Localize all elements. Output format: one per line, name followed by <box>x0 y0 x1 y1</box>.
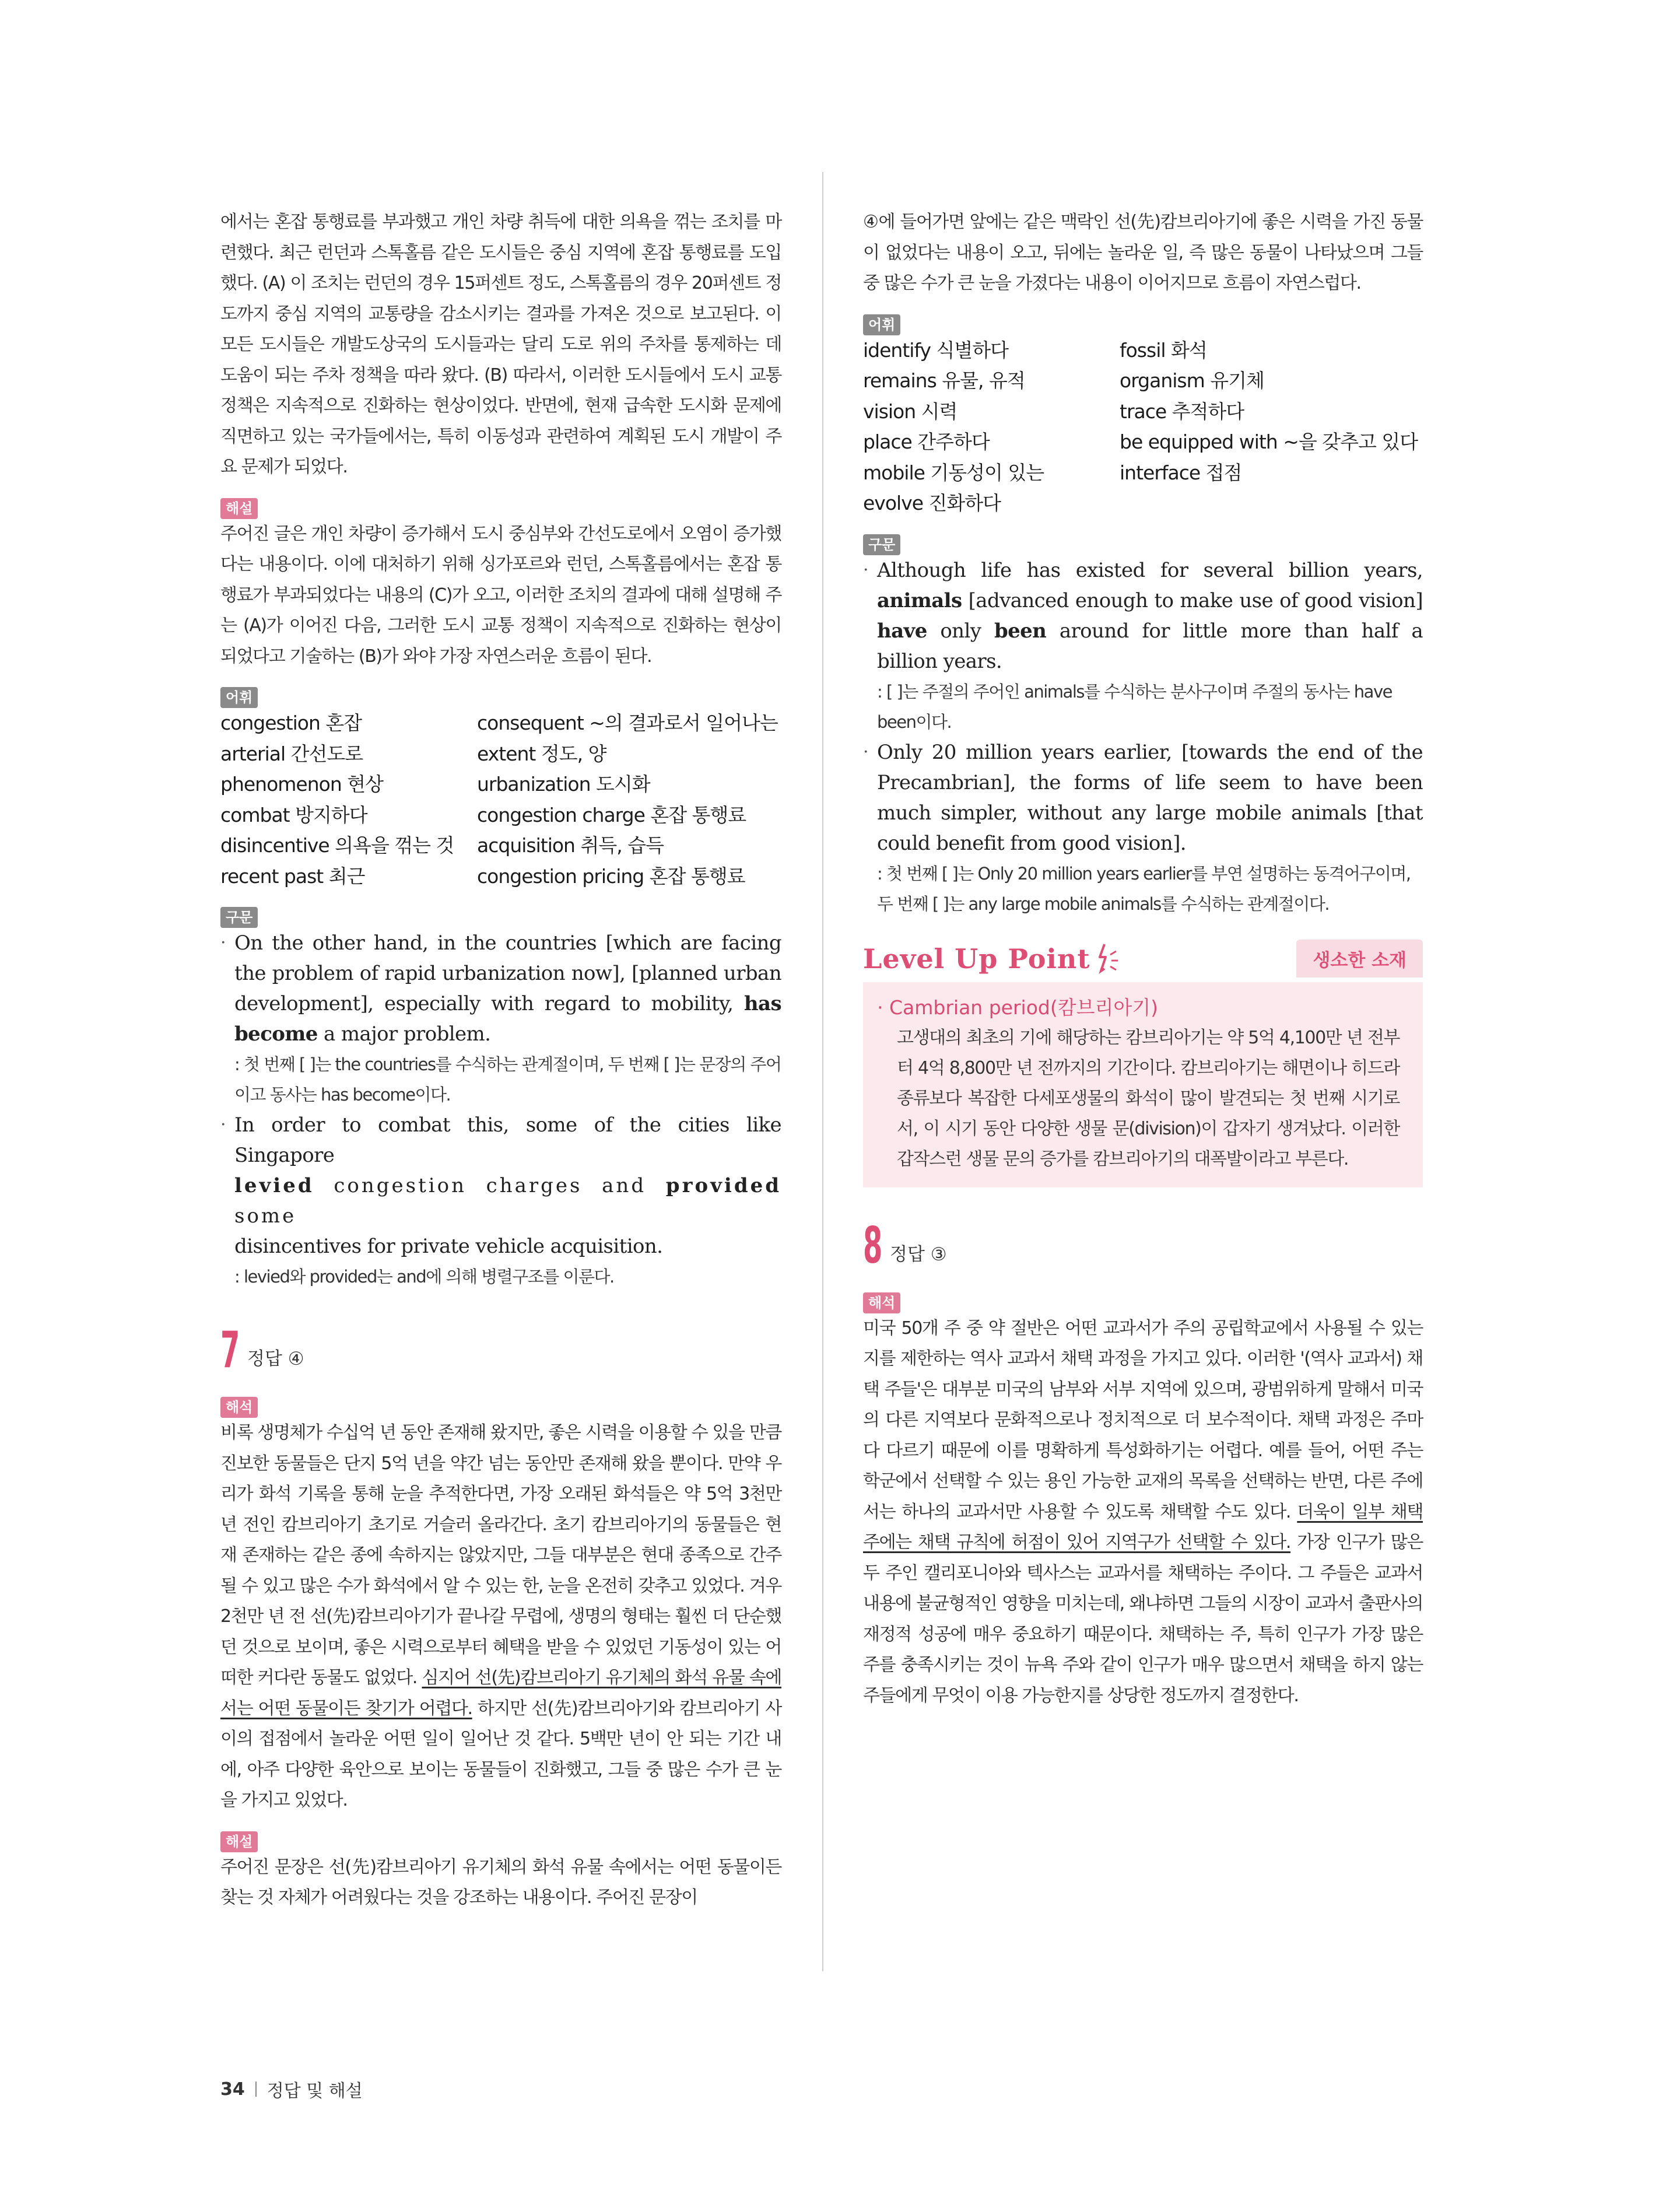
structure-item <box>220 928 781 1110</box>
vocab-item: fossil 화석 <box>1120 338 1207 362</box>
sentence-part: only <box>940 619 981 643</box>
haeseol-label: 해설 <box>220 498 258 519</box>
vocab-item: vision 시력 <box>863 400 958 423</box>
footer-title: 정답 및 해설 <box>266 2081 363 2101</box>
level-up-box <box>863 982 1423 1187</box>
bold-subject: animals <box>877 588 962 612</box>
vocab-item: phenomenon 현상 <box>220 773 383 796</box>
level-up-tag: 생소한 소재 <box>1296 940 1423 977</box>
text-part: 하지만 선(先)캄브리아기와 캄브리아기 사이의 접점에서 놀라운 어떤 일이 일어난 것 같다. 5백만 년이 안 되는 기간 내에, 아주 다양한 육안으로 보이는 동물들이 진화했고, 그들 중 많은 수가 큰 눈을 가지고 있었다. <box>220 1698 781 1810</box>
level-up-point <box>863 935 1423 1187</box>
question-number: 7 <box>220 1321 240 1379</box>
vocab-item: remains 유물, 유적 <box>863 369 1025 392</box>
text-part: 가장 인구가 많은 두 주인 캘리포니아와 텍사스는 교과서를 채택하는 주이다. 그 주들은 교과서 내용에 불균형적인 영향을 미치는데, 왜냐하면 그들의 시장이 교과서 출판사의 재정적 성공에 매우 중요하기 때문이다. 채택하는 주, 특히 인구가 가장 많은 주를 충족시키는 것이 뉴욕 주와 같이 인구가 매우 많으면서 채택을 하지 않는 주들에게 무엇이 이용 가능한지를 상당한 정도까지 결정한다. <box>863 1532 1423 1706</box>
vocab-item <box>1120 488 1423 519</box>
question-number: 8 <box>863 1216 883 1275</box>
structure-sentence <box>234 1110 781 1262</box>
bold-verb: have <box>877 619 927 643</box>
level-up-header <box>863 935 1423 982</box>
sentence-part: In order to combat this, some of the cities like Singapore <box>234 1113 781 1167</box>
vocab-item: consequent ~의 결과로서 일어나는 <box>477 712 778 734</box>
sentence-part: On the other hand, in the countries [which are facing the problem of rapid urbanization now], [planned urban development], especially with regard to mobility, <box>234 931 781 1015</box>
gumun-label: 구문 <box>220 907 258 928</box>
structure-item <box>863 555 1423 737</box>
bullet-dot: · <box>863 559 869 580</box>
bullet-dot: · <box>863 741 869 762</box>
level-up-body: 고생대의 최초의 기에 해당하는 캄브리아기는 약 5억 4,100만 년 전부터 4억 8,800만 년 전까지의 기간이다. 캄브리아기는 해면이나 히드라 종류보다 복잡한 다세포생물의 화석이 많이 발견되는 첫 번째 시기로서, 이 시기 동안 다양한 생물 문(division)이 갑자기 생겨났다. 이러한 갑작스런 생물 문의 증가를 캄브리아기의 대폭발이라고 부른다. <box>897 1027 1400 1169</box>
text-part: 비록 생명체가 수십억 년 동안 존재해 왔지만, 좋은 시력을 이용할 수 있을 만큼 진보한 동물들은 단지 5억 년을 약간 넘는 동안만 존재해 왔을 뿐이다. 만약 우리가 화석 기록을 통해 눈을 추적한다면, 가장 오래된 화석들은 약 5억 3천만 년 전인 캄브리아기 초기로 거슬러 올라간다. 초기 캄브리아기의 동물들은 현재 존재하는 같은 종에 속하지는 않았지만, 그들 대부분은 현대 종족으로 간주될 수 있고 많은 수가 화석에서 알 수 있는 한, 눈을 온전히 갖추고 있었다. 겨우 2천만 년 전 선(先)캄브리아기가 끝나갈 무렵에, 생명의 형태는 훨씬 더 단순했던 것으로 보이며, 좋은 시력으로부터 혜택을 받을 수 있었던 기동성이 있는 어떠한 커다란 동물도 없었다. <box>220 1422 781 1688</box>
vocab-item: evolve 진화하다 <box>863 492 1001 514</box>
bold-verb: levied <box>234 1174 314 1197</box>
vocab-item: recent past 최근 <box>220 864 365 888</box>
haeseok-label: 해석 <box>220 1397 258 1418</box>
vocab-item: urbanization 도시화 <box>477 773 650 796</box>
translation-text <box>220 1418 781 1816</box>
vocab-item: organism 유기체 <box>1120 369 1264 392</box>
structure-sentence <box>234 928 781 1049</box>
structure-note: : levied와 provided는 and에 의해 병렬구조를 이룬다. <box>234 1267 614 1287</box>
explanation-continued: ④에 들어가면 앞에는 같은 맥락인 선(先)캄브리아기에 좋은 시력을 가진 동물이 없었다는 내용이 오고, 뒤에는 놀라운 일, 즉 많은 동물이 나타났으며 그들 중 많은 수가 큰 눈을 가졌다는 내용이 이어지므로 흐름이 자연스럽다. <box>863 212 1423 293</box>
bullet-dot: · <box>220 933 226 953</box>
bold-verb: been <box>994 619 1047 643</box>
page-number: 34 <box>220 2079 245 2100</box>
sentence-part: around for little more than half a billion years. <box>877 619 1423 673</box>
sentence-part: Although life has existed for several billion years, <box>877 558 1423 582</box>
bold-verb: provided <box>665 1174 782 1197</box>
vocab-item: identify 식별하다 <box>863 338 1009 362</box>
level-up-title-wrap <box>863 942 1120 976</box>
column-divider <box>822 172 823 1971</box>
underlined-sentence: 심지어 선(先)캄브리아기 유기체의 화석 유물 속에서는 어떤 동물이든 찾기가 어렵다. <box>220 1667 781 1719</box>
vocab-item: interface 접점 <box>1120 461 1242 484</box>
vocab-item: congestion pricing 혼잡 통행료 <box>477 864 745 888</box>
haeseok-label: 해석 <box>863 1292 900 1313</box>
vocab-item: arterial 간선도로 <box>220 742 363 765</box>
sentence-part: some <box>234 1204 297 1228</box>
structure-sentence <box>877 555 1423 677</box>
vocab-item: extent 정도, 양 <box>477 742 606 765</box>
sentence-part: congestion charges and <box>334 1174 647 1197</box>
explanation-text: 주어진 문장은 선(先)캄브리아기 유기체의 화석 유물 속에서는 어떤 동물이든 찾는 것 자체가 어려웠다는 것을 강조하는 내용이다. 주어진 문장이 <box>220 1856 781 1908</box>
structure-note: : 첫 번째 [ ]는 the countries를 수식하는 관계절이며, 두 번째 [ ]는 문장의 주어이고 동사는 has become이다. <box>234 1054 781 1105</box>
answer-label: 정답 ③ <box>890 1243 947 1265</box>
bullet-dot: · <box>220 1115 226 1135</box>
vocab-label: 어휘 <box>220 687 258 708</box>
translation-continued: 에서는 혼잡 통행료를 부과했고 개인 차량 취득에 대한 의욕을 꺾는 조치를 마련했다. 최근 런던과 스톡홀름 같은 도시들은 중심 지역에 혼잡 통행료를 도입했다. (A) 이 조치는 런던의 경우 15퍼센트 정도, 스톡홀름의 경우 20퍼센트 정도까지 중심 지역의 교통량을 감소시키는 결과를 가져온 것으로 보고된다. 이 모든 도시들은 개발도상국의 도시들과는 달리 도로 위의 주차를 통제하는 데 도움이 되는 주차 정책을 따라 왔다. (B) 따라서, 이러한 도시들에서 도시 교통 정책은 지속적으로 진화하는 현상이었다. 반면에, 현재 급속한 도시화 문제에 직면하고 있는 국가들에서는, 특히 이동성과 관련하여 계획된 도시 개발이 주요 문제가 되었다. <box>220 212 781 477</box>
vocab-item: congestion 혼잡 <box>220 712 362 734</box>
translation-text <box>863 1313 1423 1712</box>
vocab-item: disincentive 의욕을 꺾는 것 <box>220 834 454 857</box>
structure-note: : [ ]는 주절의 주어인 animals를 수식하는 분사구이며 주절의 동사는 have been이다. <box>877 681 1392 732</box>
haeseol-label: 해설 <box>220 1831 258 1852</box>
footer-separator <box>255 2082 257 2097</box>
vocab-item: place 간주하다 <box>863 430 990 453</box>
left-column <box>220 207 781 1914</box>
vocab-item: trace 추적하다 <box>1120 400 1244 423</box>
vocab-item: acquisition 취득, 습득 <box>477 834 664 857</box>
structure-item <box>863 737 1423 919</box>
underlined-sentence: 더욱이 일부 채택 주에는 채택 규칙에 허점이 있어 지역구가 선택할 수 있다. <box>863 1501 1423 1553</box>
sentence-part: a major problem. <box>324 1022 491 1046</box>
question-8-header <box>863 1216 1423 1275</box>
structure-sentence: Only 20 million years earlier, [towards the end of the Precambrian], the forms of life seem to have been much simpler, without any large mobile animals [that could benefit from good vision]. <box>877 740 1423 855</box>
vocab-item: combat 방지하다 <box>220 803 367 826</box>
answer-label: 정답 ④ <box>247 1348 304 1369</box>
text-part: 미국 50개 주 중 약 절반은 어떤 교과서가 주의 공립학교에서 사용될 수 있는지를 제한하는 역사 교과서 채택 과정을 가지고 있다. 이러한 '(역사 교과서) 채택 주들'은 대부분 미국의 남부와 서부 지역에 있으며, 광범위하게 말해서 미국의 다른 지역보다 문화적으로나 정치적으로 더 보수적이다. 채택 과정은 주마다 다르기 때문에 이를 명확하게 특성화하기는 어렵다. 예를 들어, 어떤 주는 학군에서 선택할 수 있는 용인 가능한 교재의 목록을 선택하는 반면, 다른 주에서는 하나의 교과서만 사용할 수 있도록 채택할 수도 있다. <box>863 1318 1423 1522</box>
sentence-part: [advanced enough to make use of good vision] <box>968 588 1423 612</box>
question-7-header <box>220 1321 781 1379</box>
vocab-label: 어휘 <box>863 314 900 335</box>
vocab-item: mobile 기동성이 있는 <box>863 461 1044 484</box>
right-column <box>863 207 1423 1711</box>
explanation-text: 주어진 글은 개인 차량이 증가해서 도시 중심부와 간선도로에서 오염이 증가했다는 내용이다. 이에 대처하기 위해 싱가포르와 런던, 스톡홀름에서는 혼잡 통행료가 부과되었다는 내용의 (C)가 오고, 이러한 조치의 결과에 대해 설명해 주는 (A)가 이어진 다음, 그러한 도시 교통 정책이 지속적으로 진화하는 현상이 되었다고 기술하는 (B)가 와야 가장 자연스러운 흐름이 된다. <box>220 523 781 667</box>
sentence-part: disincentives for private vehicle acquisition. <box>234 1235 663 1258</box>
vocab-item: be equipped with ~을 갖추고 있다 <box>1120 430 1418 453</box>
vocab-item: congestion charge 혼잡 통행료 <box>477 803 746 826</box>
spark-icon <box>1093 942 1120 976</box>
structure-note: : 첫 번째 [ ]는 Only 20 million years earlier를 부연 설명하는 동격어구이며, 두 번째 [ ]는 any large mobile animals를 수식하는 관계절이다. <box>877 863 1411 914</box>
page-footer <box>220 2076 363 2102</box>
structure-item <box>220 1110 781 1292</box>
term-text: Cambrian period(캄브리아기) <box>889 996 1158 1019</box>
vocab-list <box>863 335 1423 519</box>
gumun-label: 구문 <box>863 534 900 555</box>
level-up-title: Level Up Point <box>863 942 1090 975</box>
vocab-list <box>220 708 781 892</box>
level-up-term: · Cambrian period(캄브리아기) <box>877 996 1158 1019</box>
bold-verb: has become <box>234 992 781 1046</box>
